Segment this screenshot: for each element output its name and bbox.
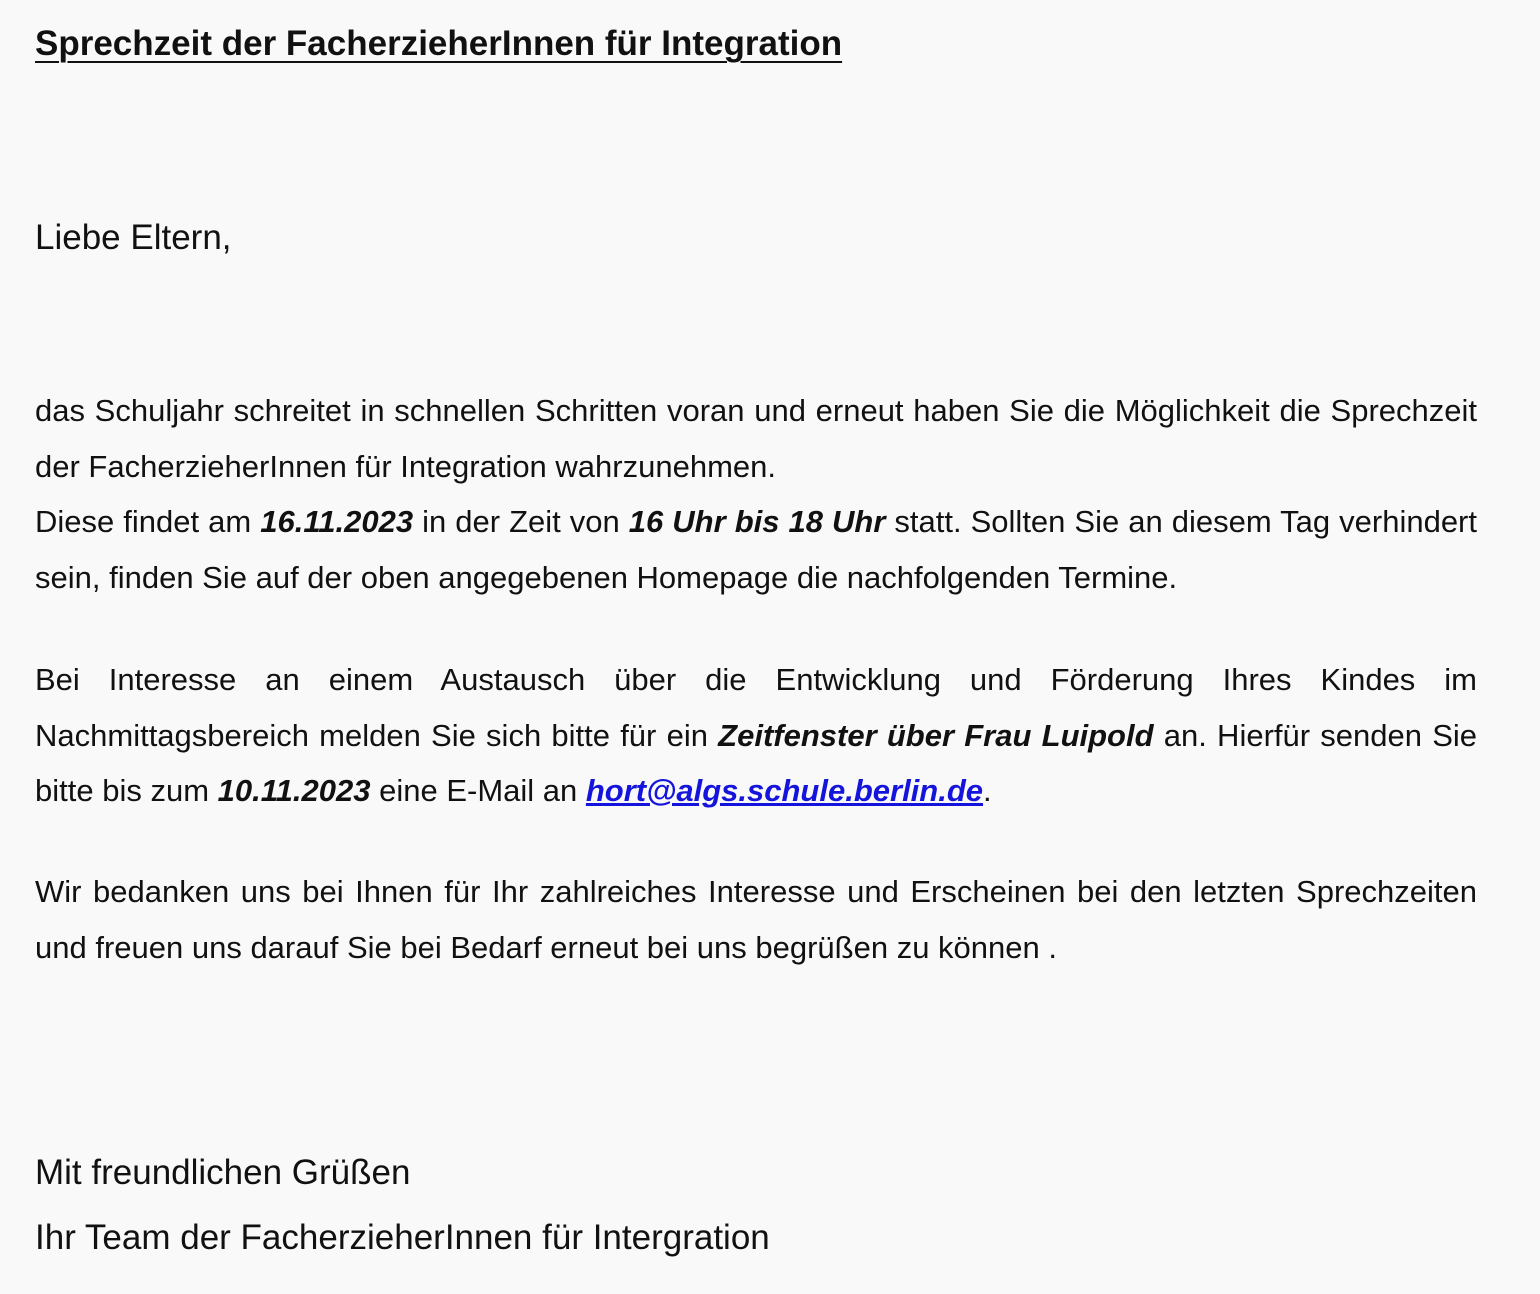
paragraph-registration [35,652,1477,819]
paragraph-registration-text-2: an. Hierfür senden Sie bitte bis zum [35,717,1477,808]
paragraph-registration-text-4: . [983,773,992,808]
closing-greeting: Mit freundlichen Grüßen [35,1153,411,1192]
paragraph-appointment-text-1: Diese findet am [35,504,261,539]
paragraph-thanks [35,864,1477,975]
registration-deadline: 10.11.2023 [217,773,371,808]
email-link[interactable]: hort@algs.schule.berlin.de [585,773,984,808]
document-title: Sprechzeit der FacherzieherInnen für Integration [35,24,843,63]
paragraph-appointment-text-3: statt. Sollten Sie an diesem Tag verhindert sein, finden Sie auf der oben angegebenen Homepage die nachfolgenden Termine. [35,504,1477,595]
paragraph-thanks-text: Wir bedanken uns bei Ihnen für Ihr zahlreiches Interesse und Erscheinen bei den letzten Sprechzeiten und freuen uns darauf Sie bei Bedarf erneut bei uns begrüßen zu können . [35,874,1477,965]
appointment-time: 16 Uhr bis 18 Uhr [628,504,886,539]
paragraph-intro [35,383,1477,494]
paragraph-appointment-text-2: in der Zeit von [413,504,629,539]
paragraph-intro-text: das Schuljahr schreitet in schnellen Schritten voran und erneut haben Sie die Möglichkeit die Sprechzeit der FacherzieherInnen für Integration wahrzunehmen. [35,393,1477,484]
closing-signature: Ihr Team der FacherzieherInnen für Intergration [35,1218,770,1257]
paragraph-registration-text-3: eine E-Mail an [370,773,586,808]
paragraph-registration-text-1: Bei Interesse an einem Austausch über die Entwicklung und Förderung Ihres Kindes im Nachmittagsbereich melden Sie sich bitte für ein [35,662,1477,753]
timeslot-highlight: Zeitfenster über Frau Luipold [718,717,1154,753]
appointment-date: 16.11.2023 [260,504,414,539]
paragraph-appointment [35,494,1477,605]
salutation: Liebe Eltern, [35,218,232,257]
